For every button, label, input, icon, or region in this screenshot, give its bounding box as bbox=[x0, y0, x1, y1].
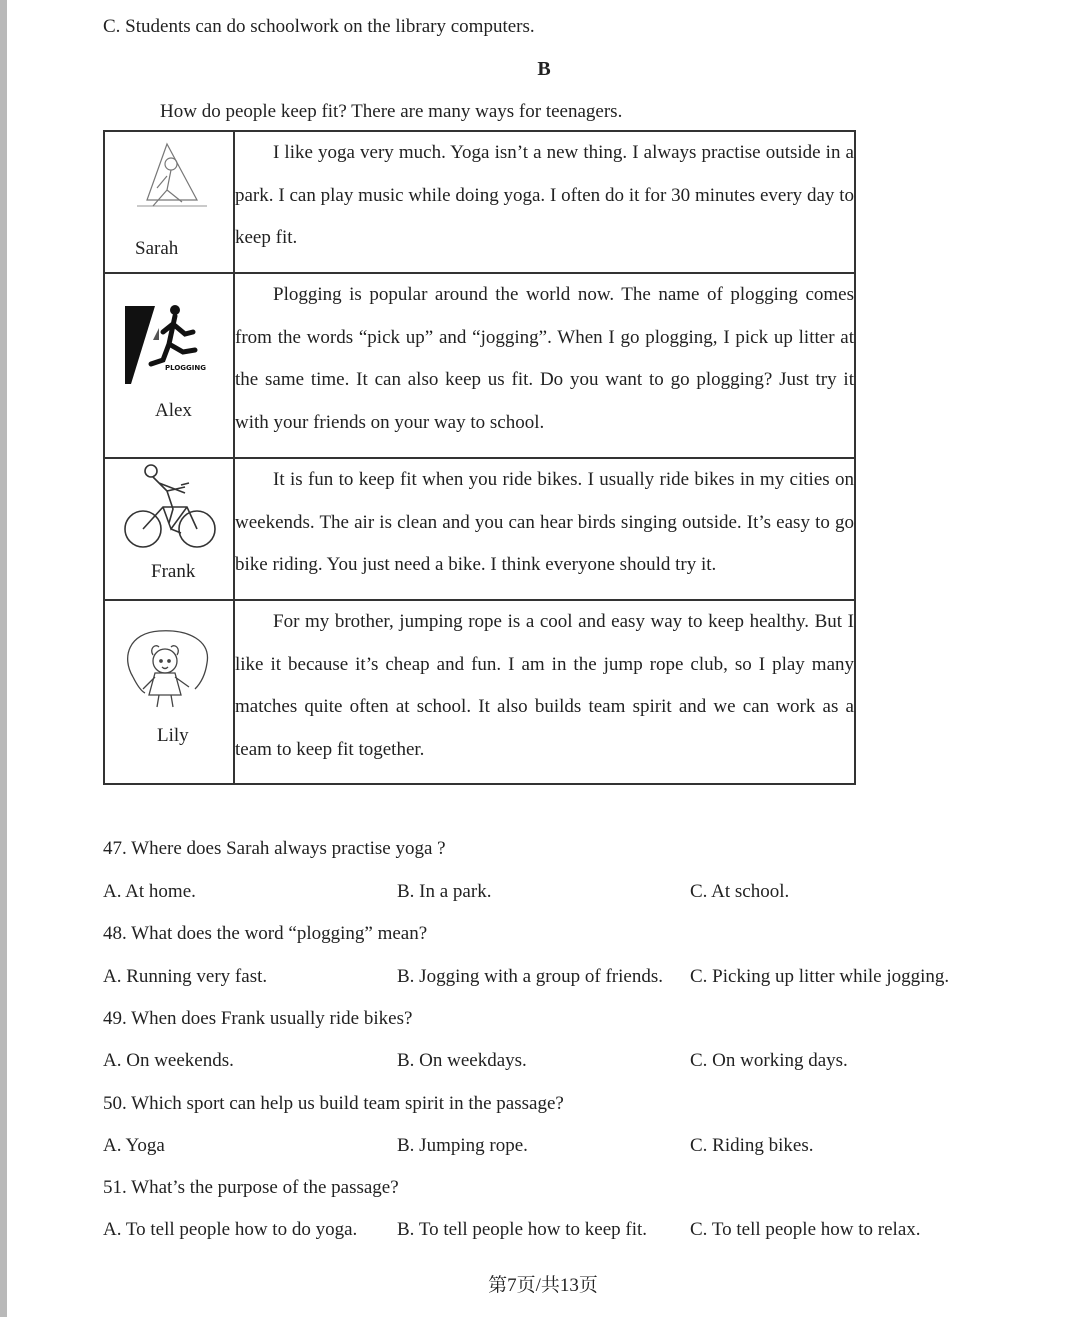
option-b[interactable]: B. On weekdays. bbox=[397, 1050, 527, 1071]
table-row bbox=[104, 600, 855, 784]
person-name: Sarah bbox=[135, 238, 179, 259]
option-a[interactable]: A. At home. bbox=[103, 881, 196, 902]
keep-fit-table bbox=[103, 130, 856, 785]
question-47: 47. Where does Sarah always practise yoga ? bbox=[103, 838, 446, 859]
plogging-runner-icon bbox=[123, 304, 219, 386]
plogging-caption: PLOGGING bbox=[165, 364, 206, 372]
person-name: Frank bbox=[151, 561, 196, 582]
page-number: 第7页/共13页 bbox=[488, 1275, 598, 1296]
table-row bbox=[104, 458, 855, 600]
option-c[interactable]: C. Riding bikes. bbox=[690, 1135, 814, 1156]
option-c[interactable]: C. On working days. bbox=[690, 1050, 848, 1071]
yoga-figure-icon bbox=[127, 140, 217, 222]
option-b[interactable]: B. In a park. bbox=[397, 881, 492, 902]
option-b[interactable]: B. To tell people how to keep fit. bbox=[397, 1219, 648, 1240]
person-statement: Plogging is popular around the world now. The name of plogging comes from the words “pick up” and “jogging”. When I go plogging, I pick up litter at the same time. It can also keep us fit. Do you want to go plogging? Just try it with your friends on your way to school. bbox=[235, 284, 854, 433]
page-edge bbox=[0, 0, 7, 1317]
option-c[interactable]: C. Picking up litter while jogging. bbox=[690, 966, 950, 987]
option-a[interactable]: A. Yoga bbox=[103, 1135, 165, 1156]
table-row bbox=[104, 131, 855, 273]
cyclist-icon bbox=[123, 463, 217, 551]
person-name: Lily bbox=[157, 725, 189, 746]
option-b[interactable]: B. Jogging with a group of friends. bbox=[397, 966, 663, 987]
section-heading: B bbox=[537, 58, 551, 80]
person-statement: For my brother, jumping rope is a cool and easy way to keep healthy. But I like it because it’s cheap and fun. I am in the jump rope club, so I play many matches quite often at school. It also builds team spirit and we can work as a team to keep fit together. bbox=[235, 611, 854, 760]
question-50: 50. Which sport can help us build team spirit in the passage? bbox=[103, 1093, 564, 1114]
question-49: 49. When does Frank usually ride bikes? bbox=[103, 1008, 413, 1029]
question-51: 51. What’s the purpose of the passage? bbox=[103, 1177, 399, 1198]
option-a[interactable]: A. On weekends. bbox=[103, 1050, 234, 1071]
person-statement: It is fun to keep fit when you ride bikes. I usually ride bikes in my cities on weekends. The air is clean and you can hear birds singing outside. It’s easy to go bike riding. You just need a bike. I think everyone should try it. bbox=[235, 469, 854, 575]
option-a[interactable]: A. To tell people how to do yoga. bbox=[103, 1219, 358, 1240]
passage-intro: How do people keep fit? There are many ways for teenagers. bbox=[160, 101, 623, 122]
table-row bbox=[104, 273, 855, 458]
person-name: Alex bbox=[155, 400, 192, 421]
person-statement: I like yoga very much. Yoga isn’t a new thing. I always practise outside in a park. I can play music while doing yoga. I often do it for 30 minutes every day to keep fit. bbox=[235, 142, 854, 248]
option-a[interactable]: A. Running very fast. bbox=[103, 966, 268, 987]
option-c[interactable]: C. At school. bbox=[690, 881, 790, 902]
jump-rope-girl-icon bbox=[119, 627, 215, 715]
question-48: 48. What does the word “plogging” mean? bbox=[103, 923, 428, 944]
option-b[interactable]: B. Jumping rope. bbox=[397, 1135, 528, 1156]
previous-option-c: C. Students can do schoolwork on the library computers. bbox=[103, 16, 535, 37]
option-c[interactable]: C. To tell people how to relax. bbox=[690, 1219, 921, 1240]
